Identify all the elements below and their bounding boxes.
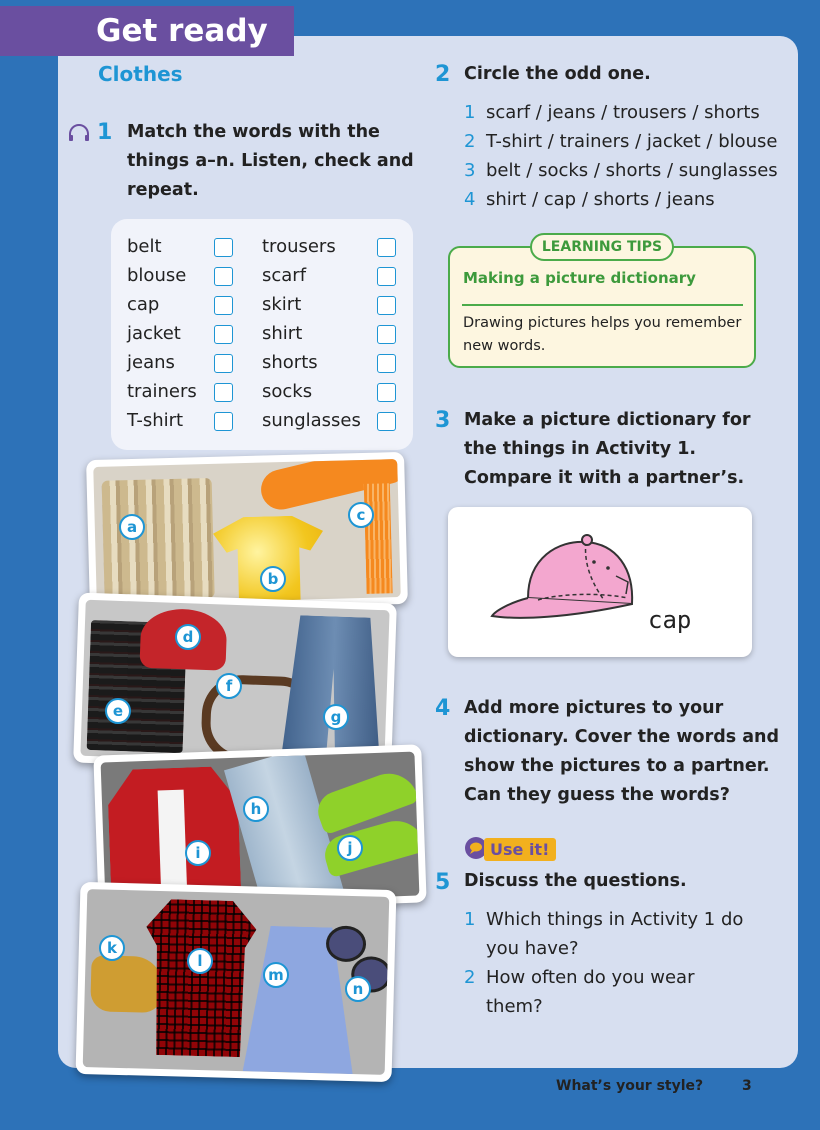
photo-label-m: m <box>263 962 289 988</box>
photo-label-d: d <box>175 624 201 650</box>
answer-checkbox[interactable] <box>377 412 396 431</box>
list-item: 3 belt / socks / shorts / sunglasses <box>464 160 778 181</box>
cap-drawing-icon <box>488 528 638 638</box>
answer-checkbox[interactable] <box>214 354 233 373</box>
answer-checkbox[interactable] <box>377 383 396 402</box>
shorts-image <box>102 478 215 601</box>
headphones-icon[interactable] <box>67 123 91 143</box>
answer-checkbox[interactable] <box>377 325 396 344</box>
activity-5-instruction: Discuss the questions. <box>464 871 687 891</box>
activity-3-instruction: Make a picture dictionary for the things in Activity 1. Compare it with a partner’s. <box>464 410 751 488</box>
card-word: cap <box>648 606 692 634</box>
activity-5-number: 5 <box>435 870 451 895</box>
sunglasses-image <box>326 925 367 962</box>
photo-label-n: n <box>345 976 371 1002</box>
photo-label-g: g <box>323 704 349 730</box>
list-item: 1 scarf / jeans / trousers / shorts <box>464 102 760 123</box>
answer-checkbox[interactable] <box>377 267 396 286</box>
answer-checkbox[interactable] <box>214 267 233 286</box>
word-cap: cap <box>127 294 160 315</box>
activity-1-number: 1 <box>97 120 113 145</box>
jeans-image <box>280 615 385 767</box>
use-it-label: Use it! <box>484 838 556 861</box>
section-title: Clothes <box>98 62 183 86</box>
word-belt: belt <box>127 236 162 257</box>
page-number: 3 <box>742 1078 752 1094</box>
word-socks: socks <box>262 381 313 402</box>
word-scarf: scarf <box>262 265 307 286</box>
answer-checkbox[interactable] <box>214 412 233 431</box>
divider <box>462 304 743 306</box>
word-sunglasses: sunglasses <box>262 410 361 431</box>
photo-label-f: f <box>216 673 242 699</box>
word-shorts: shorts <box>262 352 318 373</box>
photo-label-j: j <box>337 835 363 861</box>
photo-label-a: a <box>119 514 145 540</box>
answer-checkbox[interactable] <box>377 238 396 257</box>
activity-2-instruction: Circle the odd one. <box>464 64 651 84</box>
photo-label-l: l <box>187 948 213 974</box>
word-tshirt: T-shirt <box>127 410 184 431</box>
word-shirt: shirt <box>262 323 303 344</box>
answer-checkbox[interactable] <box>377 354 396 373</box>
activity-1-instruction: Match the words with the things a–n. Listen, check and repeat. <box>127 122 414 200</box>
list-item: 2 T-shirt / trainers / jacket / blouse <box>464 131 778 152</box>
answer-checkbox[interactable] <box>214 238 233 257</box>
learning-tips-badge: LEARNING TIPS <box>530 233 674 261</box>
footer-title: What’s your style? <box>556 1078 704 1094</box>
photo-label-b: b <box>260 566 286 592</box>
word-blouse: blouse <box>127 265 187 286</box>
page-banner: Get ready <box>0 6 294 56</box>
list-item: 4 shirt / cap / shorts / jeans <box>464 189 715 210</box>
word-jacket: jacket <box>127 323 181 344</box>
activity-4-instruction: Add more pictures to your dictionary. Cover the words and show the pictures to a partner. Can they guess the words? <box>464 698 780 805</box>
answer-checkbox[interactable] <box>214 296 233 315</box>
blouse-image <box>143 899 257 1058</box>
activity-2-number: 2 <box>435 62 451 87</box>
activity-5-list: 1 Which things in Activity 1 do you have? 2 How often do you wear them? <box>464 905 743 1021</box>
socks-image <box>90 955 163 1013</box>
word-trainers: trainers <box>127 381 197 402</box>
learning-tips-body: Drawing pictures helps you remember new words. <box>463 315 742 354</box>
activity-4-number: 4 <box>435 696 451 721</box>
learning-tips-heading: Making a picture dictionary <box>463 269 696 287</box>
list-item: 1 Which things in Activity 1 do <box>464 909 744 930</box>
word-skirt: skirt <box>262 294 302 315</box>
answer-checkbox[interactable] <box>214 383 233 402</box>
word-trousers: trousers <box>262 236 336 257</box>
activity-3-number: 3 <box>435 408 451 433</box>
answer-checkbox[interactable] <box>214 325 233 344</box>
activity-2-list <box>464 98 778 214</box>
answer-checkbox[interactable] <box>377 296 396 315</box>
photo-label-i: i <box>185 840 211 866</box>
photo-label-k: k <box>99 935 125 961</box>
list-item: 2 How often do you wear <box>464 967 695 988</box>
photo-label-e: e <box>105 698 131 724</box>
photo-label-c: c <box>348 502 374 528</box>
photo-label-h: h <box>243 796 269 822</box>
word-jeans: jeans <box>127 352 175 373</box>
